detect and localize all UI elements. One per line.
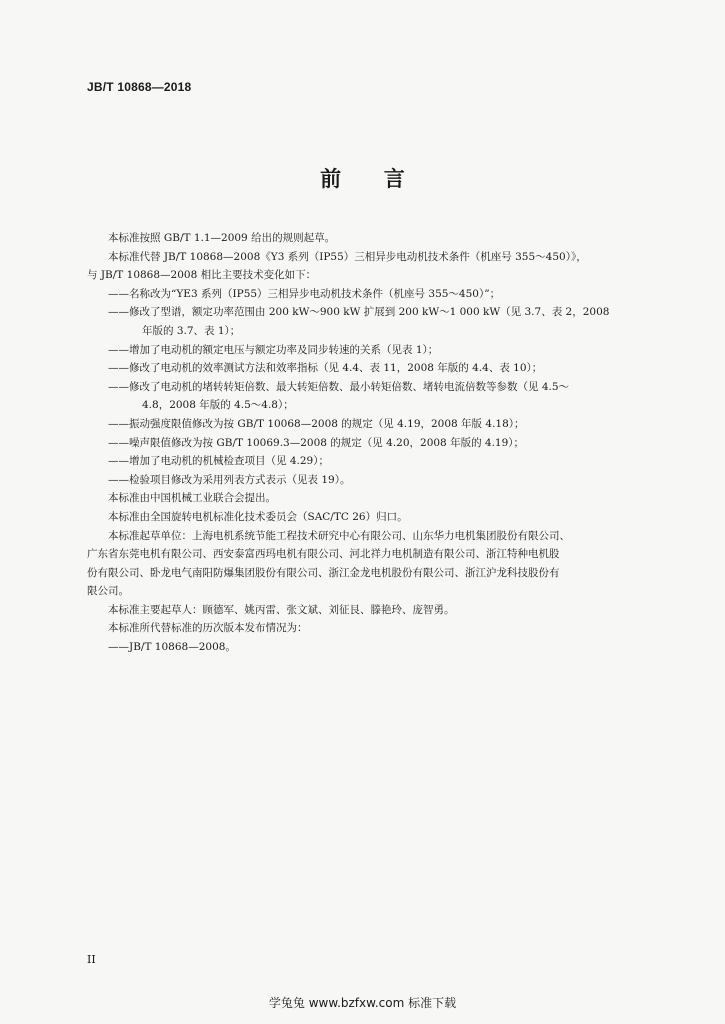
footer-watermark: 学兔兔 www.bzfxw.com 标准下载 <box>268 996 457 1010</box>
change-item: ——检验项目修改为采用列表方式表示（见表 19）。 <box>108 473 351 486</box>
paragraph: 本标准由全国旋转电机标准化技术委员会（SAC/TC 26）归口。 <box>108 510 408 523</box>
standard-code: JB/T 10868—2018 <box>87 80 192 94</box>
foreword-body <box>87 229 662 657</box>
paragraph: 限公司。 <box>87 585 129 598</box>
paragraph: 本标准由中国机械工业联合会提出。 <box>108 492 276 505</box>
change-item: ——名称改为“YE3 系列（IP55）三相异步电动机技术条件（机座号 355～450）”； <box>108 287 501 300</box>
paragraph: 与 JB/T 10868—2008 相比主要技术变化如下： <box>87 269 317 282</box>
paragraph: 本标准代替 JB/T 10868—2008《Y3 系列（IP55）三相异步电动机技术条件（机座号 355～450）》， <box>108 250 587 263</box>
change-item-continuation: 年版的 3.7、表 1）； <box>142 324 241 337</box>
change-item-continuation: 4.8，2008 年版的 4.5～4.8）； <box>142 399 294 412</box>
change-item: ——修改了型谱，额定功率范围由 200 kW～900 kW 扩展到 200 kW～1 000 kW（见 3.7、表 2，2008 <box>108 306 610 319</box>
page-title: 前 言 <box>320 167 405 191</box>
change-item: ——振动强度限值修改为按 GB/T 10068—2008 的规定（见 4.19，2008 年版 4.18）； <box>108 417 525 430</box>
paragraph: 广东省东莞电机有限公司、西安泰富西玛电机有限公司、河北祥力电机制造有限公司、浙江特种电机股 <box>87 548 560 561</box>
paragraph: 本标准主要起草人：顾德军、姚丙雷、张文斌、刘征艮、滕艳玲、庞智勇。 <box>108 603 455 616</box>
change-item: ——修改了电动机的堵转转矩倍数、最大转矩倍数、最小转矩倍数、堵转电流倍数等参数（见 4.5～ <box>108 380 570 393</box>
change-item: ——噪声限值修改为按 GB/T 10069.3—2008 的规定（见 4.20，2008 年版的 4.19）； <box>108 436 525 449</box>
page-number: II <box>87 953 96 966</box>
paragraph: 本标准按照 GB/T 1.1—2009 给出的规则起草。 <box>108 232 336 244</box>
change-item: ——JB/T 10868—2008。 <box>108 641 236 654</box>
change-item: ——修改了电动机的效率测试方法和效率指标（见 4.4、表 11，2008 年版的 4.4、表 10）； <box>108 362 543 375</box>
paragraph: 本标准所代替标准的历次版本发布情况为： <box>108 622 308 635</box>
change-item: ——增加了电动机的额定电压与额定功率及同步转速的关系（见表 1）； <box>108 343 439 356</box>
paragraph: 份有限公司、卧龙电气南阳防爆集团股份有限公司、浙江金龙电机股份有限公司、浙江沪龙科技股份有 <box>87 566 560 579</box>
paragraph: 本标准起草单位：上海电机系统节能工程技术研究中心有限公司、山东华力电机集团股份有限公司、 <box>108 529 570 542</box>
change-item: ——增加了电动机的机械检查项目（见 4.29）； <box>108 455 329 468</box>
